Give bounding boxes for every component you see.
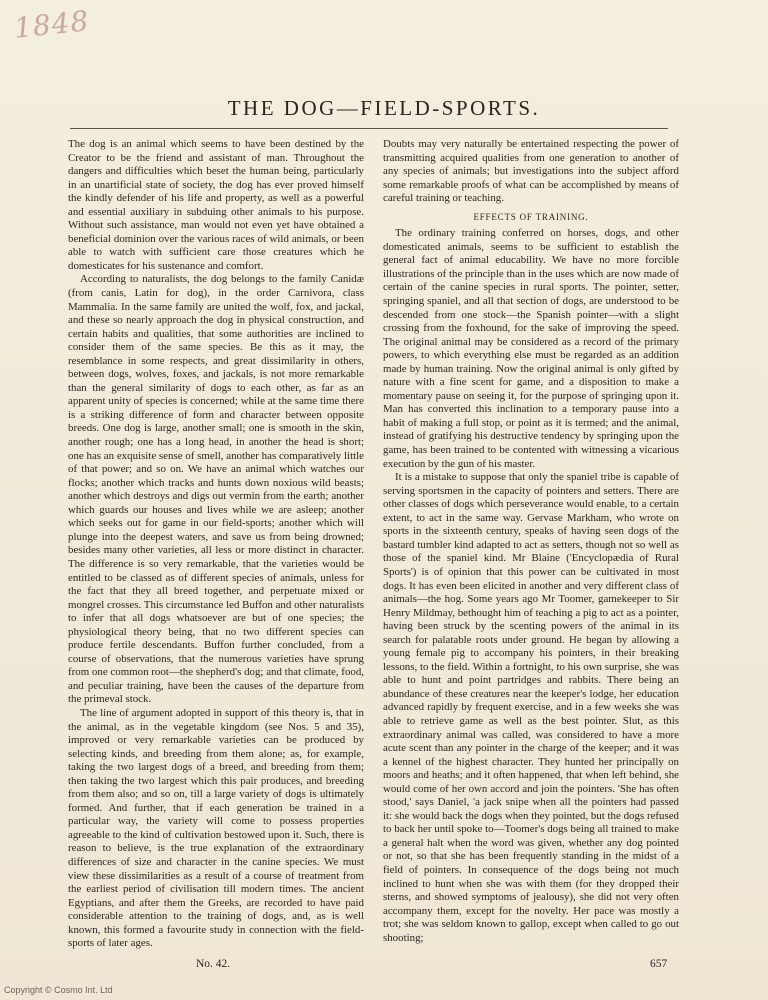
issue-number: No. 42.	[196, 958, 231, 970]
copyright-watermark: Copyright © Cosmo Int. Ltd	[4, 985, 113, 995]
right-column	[383, 138, 679, 945]
page-number: 657	[650, 958, 668, 970]
paragraph: The dog is an animal which seems to have been destined by the Creator to be the friend and assistant of man. Throughout the dangers and difficulties which beset the human being, particularly in an unartificial state of society, the dog has ever proved himself the kindly defender of his life and property, as well as a powerful and essential auxiliary in subduing other animals to his purpose. Without such assistance, man would not even yet have obtained a beneficial dominion over the various races of wild animals, or been able to watch with sufficient care those creatures which he domesticates for his sustenance and comfort.	[68, 138, 364, 272]
handwritten-year: 1848	[12, 4, 91, 45]
section-subheading: EFFECTS OF TRAINING.	[473, 211, 589, 222]
left-column	[68, 138, 364, 951]
title-rule	[70, 128, 668, 129]
paragraph: Doubts may very naturally be entertained respecting the power of transmitting acquired qualities from one generation to another of any species of animals; but investigations into the subject afford some remarkable proofs of what can be accomplished by means of careful training or teaching.	[383, 138, 679, 205]
page-title: THE DOG—FIELD-SPORTS.	[227, 96, 541, 121]
paragraph: It is a mistake to suppose that only the spaniel tribe is capable of serving sportsmen in the capacity of pointers and setters. There are other classes of dogs which perseverance would enable, to a certain extent, to act in the same way. Gervase Markham, who wrote on sports in the sixteenth century, speaks of having seen dogs of the bastard tumbler kind adapted to act as setters, though not so well as those of the spaniel kind. Mr Blaine ('Encyclopædia of Rural Sports') is of opinion that this power can be cultivated in most dogs. It has even been elicited in another and very different class of animals—the hog. Some years ago Mr Toomer, gamekeeper to Sir Henry Mildmay, bethought him of teaching a pig to act as a pointer, having been struck by the scenting powers of the animal in its search for palatable roots under ground. He began by allowing a young female pig to accompany his pointers, in their breaking lessons, to the field. Within a fortnight, to his own surprise, she was able to hunt and point partridges and rabbits. There being an abundance of these creatures near the keeper's lodge, her education advanced rapidly by frequent exercise, and in a few weeks she was able to retrieve game as well as the best pointer. Slut, as this extraordinary animal was called, was considered to have a more acute scent than any pointer in the charge of the keeper; and it was a kennel of the highest character. They hunted her principally on moors and heaths; and it often happened, that when left behind, she would come of her own accord and join the pointers. 'She has often stood,' says Daniel, 'a jack snipe when all the pointers had passed it: she would back the dogs when they pointed, but the dogs refused to back her until spoke to—Toomer's dogs being all trained to make a general halt when the word was given, whether any dog pointed or not, so that she has been frequently standing in the midst of a field of pointers. In consequence of the dogs being not much inclined to hunt when she was with them (for they dropped their sterns, and showed symptoms of jealousy), she did not very often accompany them, except for the novelty. Her pace was mostly a trot; she was seldom known to gallop, except when called to go out shooting;	[383, 471, 679, 944]
paragraph: The ordinary training conferred on horses, dogs, and other domesticated animals, seems to be sufficient to establish the general fact of animal educability. We have no more forcible illustrations of the principle than in the uses which are now made of certain of the canine species in rural sports. The pointer, setter, springing spaniel, and all that section of dogs, are understood to be descended from one stock—the Spanish pointer—with a slight crossing from the foxhound, for the sake of improving the speed. The original animal may be considered as a record of the primary powers, to which everything else must be regarded as an addition made by human training. Now the original animal is only gifted by nature with a fine scent for game, and a disposition to make a momentary pause on seeing it, for the purpose of springing upon it. Man has converted this inclination to a temporary pause into a habit of making a full stop, or point as it is termed; and the animal, instead of gratifying his destructive tendency by springing upon the game, has been trained to be contented with witnessing a vicarious execution by the gun of his master.	[383, 227, 679, 470]
paragraph: According to naturalists, the dog belongs to the family Canidæ (from canis, Latin for dog), in the order Carnivora, class Mammalia. In the same family are united the wolf, fox, and jackal, and these so nearly approach the dog in physical construction, and certain habits and qualities, that some authorities are inclined to consider them of the same species. Be this as it may, the resemblance in some respects, and great dissimilarity in others, between dogs, wolves, foxes, and jackals, is not more remarkable than the general similarity of dogs to each other, as far as an apparent unity of species is concerned; while at the same time there is a striking difference of form and character between opposite breeds. One dog is large, another small; one is smooth in the skin, another rough; one has a long head, in another the head is short; one has an exquisite sense of smell, another has comparatively little of that power; and so on. We have an animal which watches our flocks; another which tracks and hunts down noxious wild beasts; another which destroys and digs out vermin from the earth; another which guards our houses and lives while we are asleep; another which seeks out for game in our field-sports; another which will plunge into the deepest waters, and save us from being drowned; besides many other varieties, all less or more distinct in character. The difference is so very remarkable, that the varieties would be entitled to be classed as of different species of animals, unless for the fact that they all breed together, and perpetuate mixed or mongrel crosses. This circumstance led Buffon and other naturalists to infer that all dogs whatsoever are but of one species; the physiological theory being, that no two different species can produce fertile descendants. Buffon further concluded, from a course of observations, that the numerous varieties have sprung from one common root—the shepherd's dog; and that climate, food, and peculiar training, have been the causes of the departure from the primeval stock.	[68, 273, 364, 706]
paragraph: The line of argument adopted in support of this theory is, that in the animal, as in the vegetable kingdom (see Nos. 5 and 35), improved or very remarkable varieties can be produced by selecting kinds, and breeding from them alone; as, for example, taking the two largest dogs of a breed, and breeding from them; then taking the two largest which this pair produces, and breeding from them also; and so on, till a large variety of dogs is ultimately formed. And further, that if each generation be trained in a particular way, the variety will come to possess properties agreeable to the kind of cultivation bestowed upon it. Such, there is reason to believe, is the true explanation of the extraordinary differences of size and character in the canine species. We must view these dissimilarities as a result of a course of treatment from the earliest period of civilisation till modern times. The ancient Egyptians, and after them the Greeks, are recorded to have paid considerable attention to the training of dogs, and, as is well known, this formed a favourite study in connection with the field-sports of later ages.	[68, 706, 364, 950]
